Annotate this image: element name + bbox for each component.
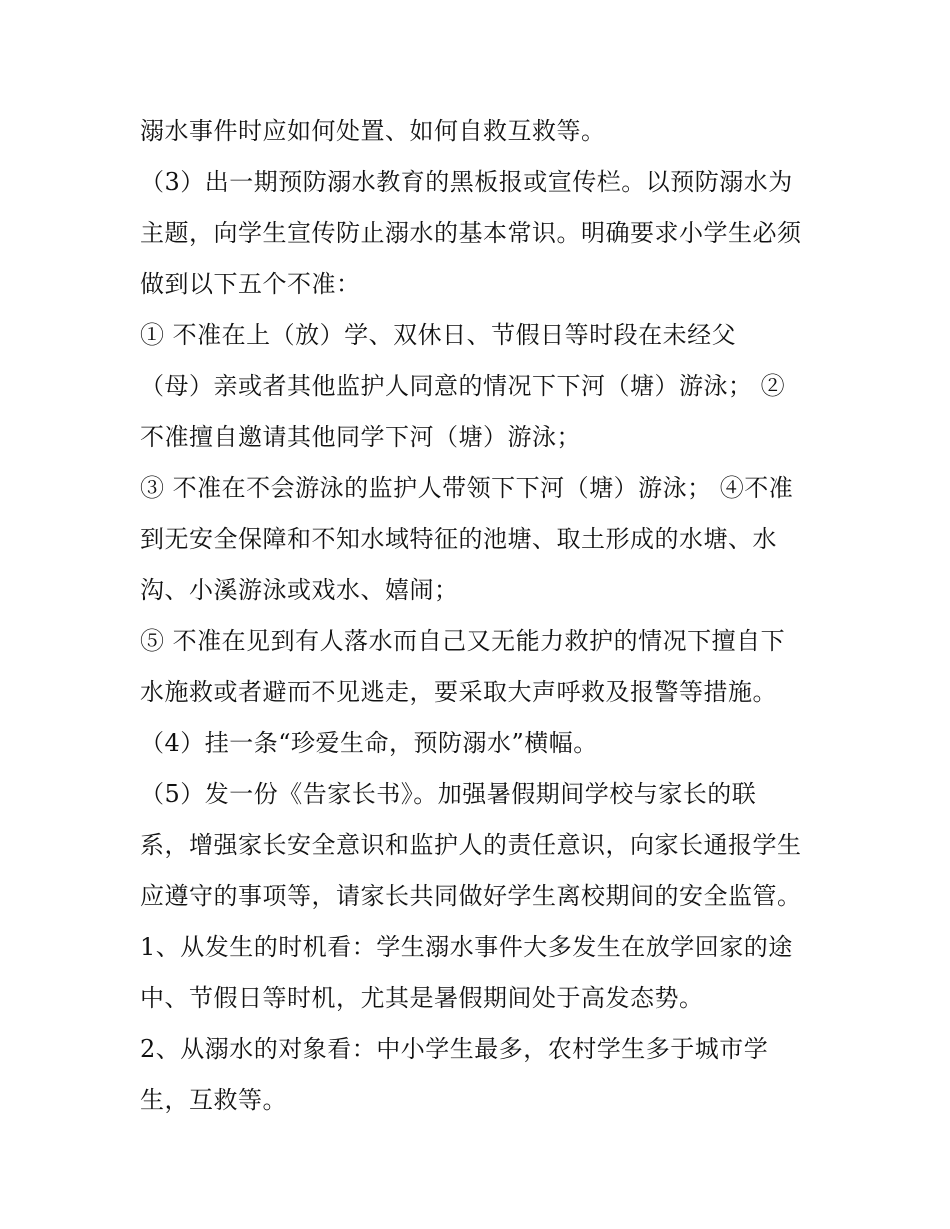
text-line: 水施救或者避而不见逃走，要采取大声呼救及报警等措施。 xyxy=(140,678,777,706)
text-line: （3）出一期预防溺水教育的黑板报或宣传栏。以预防溺水为 xyxy=(140,168,793,196)
text-line: ③ 不准在不会游泳的监护人带领下下河（塘）游泳； ④不准 xyxy=(140,474,794,502)
text-line: 不准擅自邀请其他同学下河（塘）游泳； xyxy=(140,423,581,451)
text-line: 到无安全保障和不知水域特征的池塘、取土形成的水塘、水 xyxy=(140,525,777,553)
text-line: （5）发一份《告家长书》。加强暑假期间学校与家长的联 xyxy=(140,780,757,808)
text-line: 1、从发生的时机看：学生溺水事件大多发生在放学回家的途 xyxy=(140,933,793,961)
text-line: ⑤ 不准在见到有人落水而自己又无能力救护的情况下擅自下 xyxy=(140,627,786,655)
text-line: 应遵守的事项等，请家长共同做好学生离校期间的安全监管。 xyxy=(140,882,802,910)
text-line: 主题，向学生宣传防止溺水的基本常识。明确要求小学生必须 xyxy=(140,219,802,247)
text-line: 2、从溺水的对象看：中小学生最多，农村学生多于城市学 xyxy=(140,1035,769,1063)
text-line: 中、节假日等时机，尤其是暑假期间处于高发态势。 xyxy=(140,984,704,1012)
text-line: 溺水事件时应如何处置、如何自救互救等。 xyxy=(140,117,606,145)
text-line: 沟、小溪游泳或戏水、嬉闹； xyxy=(140,576,459,604)
document-body xyxy=(140,106,820,1126)
text-line: 系，增强家长安全意识和监护人的责任意识，向家长通报学生 xyxy=(140,831,802,859)
text-line: 生，互救等。 xyxy=(140,1086,287,1114)
text-line: 做到以下五个不准： xyxy=(140,270,361,298)
text-line: （4）挂一条“珍爱生命，预防溺水”横幅。 xyxy=(140,729,598,757)
text-line: （母）亲或者其他监护人同意的情况下下河（塘）游泳； ② xyxy=(140,372,786,400)
text-line: ① 不准在上（放）学、双休日、节假日等时段在未经父 xyxy=(140,321,737,349)
